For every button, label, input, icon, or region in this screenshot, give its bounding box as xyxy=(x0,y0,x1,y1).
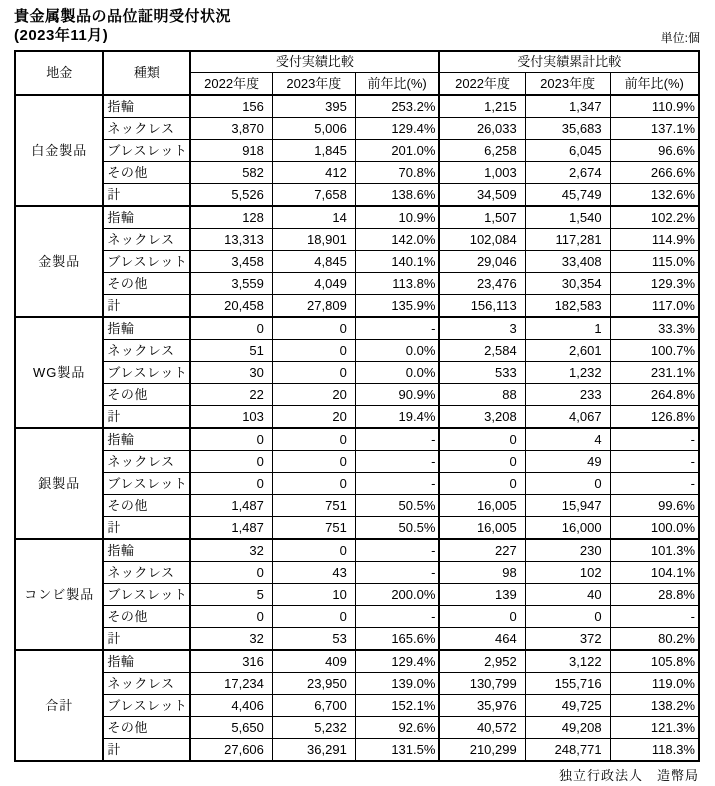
kind-cell: ネックレス xyxy=(103,451,190,473)
value-cell: 101.3% xyxy=(610,539,699,562)
value-cell: 32 xyxy=(190,539,272,562)
value-cell: 23,950 xyxy=(272,673,355,695)
value-cell: 4,406 xyxy=(190,695,272,717)
value-cell: 1,487 xyxy=(190,495,272,517)
value-cell: 121.3% xyxy=(610,717,699,739)
kind-cell: 指輪 xyxy=(103,317,190,340)
table-row xyxy=(15,140,699,162)
value-cell: - xyxy=(355,428,439,451)
kind-cell: 計 xyxy=(103,739,190,762)
value-cell: - xyxy=(355,451,439,473)
col-header-kind: 種類 xyxy=(103,51,190,95)
value-cell: 1,845 xyxy=(272,140,355,162)
value-cell: 96.6% xyxy=(610,140,699,162)
value-cell: 0 xyxy=(272,473,355,495)
kind-cell: その他 xyxy=(103,717,190,739)
value-cell: 316 xyxy=(190,650,272,673)
value-cell: 200.0% xyxy=(355,584,439,606)
value-cell: 98 xyxy=(439,562,525,584)
value-cell: 1 xyxy=(525,317,610,340)
kind-cell: 指輪 xyxy=(103,206,190,229)
value-cell: - xyxy=(355,473,439,495)
value-cell: 6,258 xyxy=(439,140,525,162)
kind-cell: ブレスレット xyxy=(103,251,190,273)
value-cell: 26,033 xyxy=(439,118,525,140)
table-header xyxy=(15,51,699,95)
value-cell: 90.9% xyxy=(355,384,439,406)
value-cell: 0 xyxy=(272,317,355,340)
value-cell: 92.6% xyxy=(355,717,439,739)
metal-group-label: 銀製品 xyxy=(15,428,103,539)
kind-cell: ネックレス xyxy=(103,340,190,362)
table-row xyxy=(15,606,699,628)
value-cell: 40,572 xyxy=(439,717,525,739)
table-row xyxy=(15,428,699,451)
value-cell: 1,232 xyxy=(525,362,610,384)
value-cell: 36,291 xyxy=(272,739,355,762)
value-cell: 104.1% xyxy=(610,562,699,584)
value-cell: 129.3% xyxy=(610,273,699,295)
value-cell: 140.1% xyxy=(355,251,439,273)
value-cell: - xyxy=(355,606,439,628)
value-cell: 33,408 xyxy=(525,251,610,273)
table-row xyxy=(15,717,699,739)
value-cell: 751 xyxy=(272,517,355,540)
metal-group-label: コンビ製品 xyxy=(15,539,103,650)
value-cell: 233 xyxy=(525,384,610,406)
value-cell: 5,006 xyxy=(272,118,355,140)
value-cell: 100.7% xyxy=(610,340,699,362)
value-cell: 32 xyxy=(190,628,272,651)
value-cell: 45,749 xyxy=(525,184,610,207)
value-cell: 20,458 xyxy=(190,295,272,318)
table-row xyxy=(15,673,699,695)
value-cell: 88 xyxy=(439,384,525,406)
table-row xyxy=(15,295,699,318)
value-cell: 40 xyxy=(525,584,610,606)
table-row xyxy=(15,739,699,762)
value-cell: 110.9% xyxy=(610,95,699,118)
table-row xyxy=(15,162,699,184)
value-cell: 372 xyxy=(525,628,610,651)
value-cell: 1,215 xyxy=(439,95,525,118)
value-cell: 6,700 xyxy=(272,695,355,717)
kind-cell: ネックレス xyxy=(103,229,190,251)
value-cell: 138.6% xyxy=(355,184,439,207)
table-row xyxy=(15,251,699,273)
value-cell: 27,809 xyxy=(272,295,355,318)
col-header-metal: 地金 xyxy=(15,51,103,95)
value-cell: 0 xyxy=(190,428,272,451)
value-cell: 20 xyxy=(272,406,355,429)
value-cell: 2,584 xyxy=(439,340,525,362)
value-cell: 18,901 xyxy=(272,229,355,251)
value-cell: - xyxy=(610,606,699,628)
value-cell: 0 xyxy=(439,473,525,495)
value-cell: 0 xyxy=(525,606,610,628)
table-row xyxy=(15,273,699,295)
value-cell: 117.0% xyxy=(610,295,699,318)
value-cell: 50.5% xyxy=(355,517,439,540)
value-cell: 132.6% xyxy=(610,184,699,207)
value-cell: - xyxy=(610,473,699,495)
value-cell: 130,799 xyxy=(439,673,525,695)
value-cell: 0 xyxy=(190,473,272,495)
value-cell: 1,003 xyxy=(439,162,525,184)
value-cell: 3,122 xyxy=(525,650,610,673)
kind-cell: 指輪 xyxy=(103,650,190,673)
value-cell: 53 xyxy=(272,628,355,651)
value-cell: 34,509 xyxy=(439,184,525,207)
value-cell: 1,487 xyxy=(190,517,272,540)
value-cell: 16,000 xyxy=(525,517,610,540)
metal-group-label: 金製品 xyxy=(15,206,103,317)
value-cell: 105.8% xyxy=(610,650,699,673)
value-cell: 210,299 xyxy=(439,739,525,762)
value-cell: 16,005 xyxy=(439,495,525,517)
value-cell: - xyxy=(355,562,439,584)
value-cell: 29,046 xyxy=(439,251,525,273)
table-row xyxy=(15,562,699,584)
value-cell: 99.6% xyxy=(610,495,699,517)
table-row xyxy=(15,517,699,540)
table-row xyxy=(15,95,699,118)
table-row xyxy=(15,184,699,207)
value-cell: 80.2% xyxy=(610,628,699,651)
table-row xyxy=(15,384,699,406)
table-row xyxy=(15,229,699,251)
value-cell: 49,725 xyxy=(525,695,610,717)
value-cell: 114.9% xyxy=(610,229,699,251)
value-cell: 10.9% xyxy=(355,206,439,229)
table-row xyxy=(15,451,699,473)
value-cell: 264.8% xyxy=(610,384,699,406)
kind-cell: 指輪 xyxy=(103,539,190,562)
kind-cell: ブレスレット xyxy=(103,362,190,384)
table-row xyxy=(15,628,699,651)
value-cell: 0 xyxy=(272,539,355,562)
value-cell: 182,583 xyxy=(525,295,610,318)
value-cell: 5,650 xyxy=(190,717,272,739)
value-cell: 139 xyxy=(439,584,525,606)
value-cell: 14 xyxy=(272,206,355,229)
col-header-monthly-yoy: 前年比(%) xyxy=(355,73,439,96)
kind-cell: ネックレス xyxy=(103,562,190,584)
value-cell: 5,526 xyxy=(190,184,272,207)
value-cell: 152.1% xyxy=(355,695,439,717)
table-row xyxy=(15,695,699,717)
value-cell: 0 xyxy=(190,451,272,473)
value-cell: 2,674 xyxy=(525,162,610,184)
value-cell: 7,658 xyxy=(272,184,355,207)
value-cell: 102.2% xyxy=(610,206,699,229)
value-cell: 118.3% xyxy=(610,739,699,762)
kind-cell: 指輪 xyxy=(103,428,190,451)
kind-cell: 計 xyxy=(103,628,190,651)
value-cell: 131.5% xyxy=(355,739,439,762)
value-cell: 6,045 xyxy=(525,140,610,162)
value-cell: 582 xyxy=(190,162,272,184)
value-cell: 139.0% xyxy=(355,673,439,695)
value-cell: - xyxy=(355,539,439,562)
value-cell: 395 xyxy=(272,95,355,118)
kind-cell: その他 xyxy=(103,162,190,184)
value-cell: 0 xyxy=(272,606,355,628)
value-cell: 15,947 xyxy=(525,495,610,517)
unit-label: 単位:個 xyxy=(660,31,700,45)
value-cell: 5 xyxy=(190,584,272,606)
value-cell: 23,476 xyxy=(439,273,525,295)
value-cell: 19.4% xyxy=(355,406,439,429)
value-cell: 102,084 xyxy=(439,229,525,251)
value-cell: 155,716 xyxy=(525,673,610,695)
metal-group-label: 白金製品 xyxy=(15,95,103,206)
kind-cell: その他 xyxy=(103,495,190,517)
value-cell: 33.3% xyxy=(610,317,699,340)
kind-cell: 計 xyxy=(103,184,190,207)
value-cell: 3,559 xyxy=(190,273,272,295)
value-cell: 5,232 xyxy=(272,717,355,739)
value-cell: 3 xyxy=(439,317,525,340)
kind-cell: その他 xyxy=(103,384,190,406)
metal-group-label: WG製品 xyxy=(15,317,103,428)
value-cell: 412 xyxy=(272,162,355,184)
value-cell: - xyxy=(355,317,439,340)
value-cell: - xyxy=(610,451,699,473)
value-cell: 533 xyxy=(439,362,525,384)
table-row xyxy=(15,495,699,517)
value-cell: 464 xyxy=(439,628,525,651)
value-cell: 49 xyxy=(525,451,610,473)
value-cell: 0 xyxy=(190,606,272,628)
value-cell: 28.8% xyxy=(610,584,699,606)
col-header-cumulative-yoy: 前年比(%) xyxy=(610,73,699,96)
value-cell: 231.1% xyxy=(610,362,699,384)
table-row xyxy=(15,584,699,606)
value-cell: 3,870 xyxy=(190,118,272,140)
value-cell: 156 xyxy=(190,95,272,118)
value-cell: 119.0% xyxy=(610,673,699,695)
value-cell: 142.0% xyxy=(355,229,439,251)
value-cell: 1,347 xyxy=(525,95,610,118)
value-cell: 13,313 xyxy=(190,229,272,251)
value-cell: 0.0% xyxy=(355,362,439,384)
value-cell: 3,208 xyxy=(439,406,525,429)
value-cell: 4,067 xyxy=(525,406,610,429)
col-header-monthly-2022: 2022年度 xyxy=(190,73,272,96)
value-cell: 70.8% xyxy=(355,162,439,184)
table-row xyxy=(15,362,699,384)
value-cell: 0 xyxy=(190,317,272,340)
value-cell: 17,234 xyxy=(190,673,272,695)
kind-cell: ブレスレット xyxy=(103,695,190,717)
value-cell: 22 xyxy=(190,384,272,406)
value-cell: 50.5% xyxy=(355,495,439,517)
value-cell: 115.0% xyxy=(610,251,699,273)
value-cell: 16,005 xyxy=(439,517,525,540)
table-row xyxy=(15,650,699,673)
value-cell: 248,771 xyxy=(525,739,610,762)
value-cell: 35,683 xyxy=(525,118,610,140)
value-cell: 165.6% xyxy=(355,628,439,651)
col-header-monthly-comparison: 受付実績比較 xyxy=(190,51,439,73)
value-cell: 0 xyxy=(439,428,525,451)
value-cell: 0 xyxy=(439,606,525,628)
value-cell: - xyxy=(610,428,699,451)
issuer-credit: 独立行政法人 造幣局 xyxy=(558,768,699,783)
subhead-row xyxy=(14,26,700,46)
value-cell: 43 xyxy=(272,562,355,584)
value-cell: 0 xyxy=(272,451,355,473)
value-cell: 156,113 xyxy=(439,295,525,318)
value-cell: 126.8% xyxy=(610,406,699,429)
value-cell: 30,354 xyxy=(525,273,610,295)
value-cell: 20 xyxy=(272,384,355,406)
certification-table xyxy=(14,50,700,762)
value-cell: 4 xyxy=(525,428,610,451)
kind-cell: その他 xyxy=(103,273,190,295)
value-cell: 2,601 xyxy=(525,340,610,362)
value-cell: 3,458 xyxy=(190,251,272,273)
col-header-monthly-2023: 2023年度 xyxy=(272,73,355,96)
value-cell: 10 xyxy=(272,584,355,606)
value-cell: 0.0% xyxy=(355,340,439,362)
value-cell: 129.4% xyxy=(355,650,439,673)
value-cell: 253.2% xyxy=(355,95,439,118)
metal-group-label: 合計 xyxy=(15,650,103,761)
value-cell: 51 xyxy=(190,340,272,362)
value-cell: 0 xyxy=(439,451,525,473)
value-cell: 103 xyxy=(190,406,272,429)
value-cell: 100.0% xyxy=(610,517,699,540)
value-cell: 1,507 xyxy=(439,206,525,229)
kind-cell: 計 xyxy=(103,406,190,429)
table-body xyxy=(15,95,699,761)
kind-cell: 指輪 xyxy=(103,95,190,118)
col-header-cumulative-2023: 2023年度 xyxy=(525,73,610,96)
kind-cell: 計 xyxy=(103,517,190,540)
kind-cell: ブレスレット xyxy=(103,140,190,162)
value-cell: 129.4% xyxy=(355,118,439,140)
table-row xyxy=(15,406,699,429)
value-cell: 0 xyxy=(525,473,610,495)
kind-cell: ブレスレット xyxy=(103,473,190,495)
value-cell: 0 xyxy=(272,428,355,451)
col-header-cumulative-comparison: 受付実績累計比較 xyxy=(439,51,699,73)
value-cell: 113.8% xyxy=(355,273,439,295)
report-month: (2023年11月) xyxy=(14,27,109,44)
value-cell: 0 xyxy=(272,340,355,362)
value-cell: 117,281 xyxy=(525,229,610,251)
kind-cell: その他 xyxy=(103,606,190,628)
value-cell: 102 xyxy=(525,562,610,584)
value-cell: 30 xyxy=(190,362,272,384)
table-row xyxy=(15,340,699,362)
value-cell: 1,540 xyxy=(525,206,610,229)
kind-cell: ブレスレット xyxy=(103,584,190,606)
col-header-cumulative-2022: 2022年度 xyxy=(439,73,525,96)
value-cell: 266.6% xyxy=(610,162,699,184)
value-cell: 128 xyxy=(190,206,272,229)
table-row xyxy=(15,118,699,140)
table-row xyxy=(15,317,699,340)
value-cell: 918 xyxy=(190,140,272,162)
value-cell: 409 xyxy=(272,650,355,673)
value-cell: 227 xyxy=(439,539,525,562)
value-cell: 4,049 xyxy=(272,273,355,295)
table-row xyxy=(15,473,699,495)
table-row xyxy=(15,539,699,562)
value-cell: 0 xyxy=(190,562,272,584)
kind-cell: 計 xyxy=(103,295,190,318)
value-cell: 2,952 xyxy=(439,650,525,673)
value-cell: 138.2% xyxy=(610,695,699,717)
header-row-groups xyxy=(15,51,699,73)
kind-cell: ネックレス xyxy=(103,673,190,695)
value-cell: 27,606 xyxy=(190,739,272,762)
value-cell: 135.9% xyxy=(355,295,439,318)
table-row xyxy=(15,206,699,229)
kind-cell: ネックレス xyxy=(103,118,190,140)
value-cell: 0 xyxy=(272,362,355,384)
value-cell: 201.0% xyxy=(355,140,439,162)
value-cell: 137.1% xyxy=(610,118,699,140)
value-cell: 49,208 xyxy=(525,717,610,739)
value-cell: 35,976 xyxy=(439,695,525,717)
value-cell: 230 xyxy=(525,539,610,562)
value-cell: 751 xyxy=(272,495,355,517)
value-cell: 4,845 xyxy=(272,251,355,273)
page-title: 貴金属製品の品位証明受付状況 xyxy=(14,8,232,25)
